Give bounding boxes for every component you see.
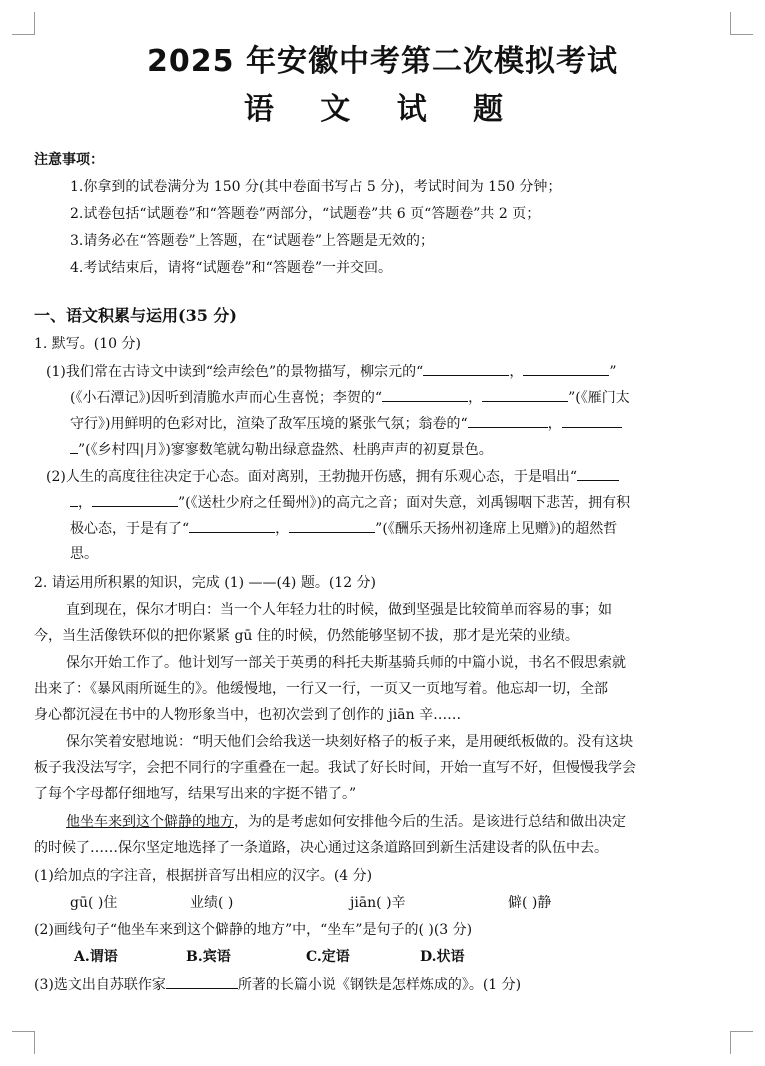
notice-item: 1.你拿到的试卷满分为 150 分(其中卷面书写占 5 分)，考试时间为 150 分钟；: [70, 179, 562, 195]
corner-mark-top-right: [730, 12, 753, 35]
answer-blank[interactable]: [468, 413, 548, 428]
answer-blank[interactable]: [70, 492, 78, 507]
option-c[interactable]: C.定语: [306, 949, 350, 965]
answer-blank[interactable]: [523, 361, 609, 376]
answer-blank[interactable]: [577, 466, 619, 481]
answer-blank[interactable]: [482, 387, 568, 402]
corner-mark-top-left: [12, 12, 35, 35]
answer-blank[interactable]: [289, 518, 375, 533]
question-1-label: 1. 默写。(10 分): [34, 336, 141, 352]
option-d[interactable]: D.状语: [420, 949, 465, 965]
q1-part1-line4: ”(《乡村四|月》)寥寥数笔就勾勒出绿意盎然、杜鹃声声的初夏景色。: [70, 439, 493, 460]
section-heading: 一、语文积累与运用(35 分): [34, 306, 237, 325]
notice-item: 2.试卷包括“试题卷”和“答题卷”两部分，“试题卷”共 6 页“答题卷”共 2 页；: [70, 206, 541, 222]
corner-mark-bottom-left: [12, 1031, 35, 1054]
passage-line: 保尔笑着安慰地说：“明天他们会给我送一块刻好格子的板子来，是用硬纸板做的。没有这块: [66, 734, 634, 750]
exam-title: 2025 年安徽中考第二次模拟考试: [147, 44, 618, 79]
answer-blank[interactable]: [382, 387, 468, 402]
notice-heading: 注意事项：: [34, 152, 104, 168]
sub-question-2: (2)画线句子“他坐车来到这个僻静的地方”中，“坐车”是句子的( )(3 分): [34, 922, 473, 938]
underlined-sentence: 他坐车来到这个僻静的地方: [66, 814, 234, 830]
corner-mark-bottom-right: [730, 1031, 753, 1054]
pinyin-item: 业绩( ): [190, 895, 234, 911]
option-b[interactable]: B.宾语: [186, 949, 231, 965]
passage-line: 了每个字母都仔细地写，结果写出来的字挺不错了。”: [34, 786, 357, 802]
q1-part2-line2: ， ”(《送杜少府之任蜀州》)的高亢之音；面对失意，刘禹锡咽下悲苦，拥有积: [70, 492, 630, 513]
q1-part1-line2: (《小石潭记》)因听到清脆水声而心生喜悦；李贺的“ ， ”(《雁门太: [70, 387, 630, 408]
question-2-label: 2. 请运用所积累的知识，完成 (1) ——(4) 题。(12 分): [34, 575, 377, 591]
exam-subtitle: 语 文 试 题: [243, 92, 522, 127]
answer-blank[interactable]: [166, 974, 238, 989]
option-a[interactable]: A.谓语: [74, 949, 118, 965]
pinyin-item: 僻( )静: [508, 895, 552, 911]
answer-blank[interactable]: [70, 439, 78, 454]
notice-item: 3.请务必在“答题卷”上答题，在“试题卷”上答题是无效的；: [70, 233, 434, 249]
q1-part2-line4: 思。: [70, 546, 98, 562]
answer-blank[interactable]: [92, 492, 178, 507]
pinyin-item: gū( )住: [70, 895, 118, 911]
q1-part1-line1: (1)我们常在古诗文中读到“绘声绘色”的景物描写，柳宗元的“ ， ”: [46, 361, 616, 382]
passage-line: 直到现在，保尔才明白：当一个人年轻力壮的时候，做到坚强是比较简单而容易的事；如: [66, 602, 612, 618]
passage-line: 保尔开始工作了。他计划写一部关于英勇的科托夫斯基骑兵师的中篇小说，书名不假思索就: [66, 655, 626, 671]
answer-blank[interactable]: [562, 413, 622, 428]
passage-line: 的时候了……保尔坚定地选择了一条道路，决心通过这条道路回到新生活建设者的队伍中去。: [34, 840, 608, 856]
q1-part1-line3: 守行》)用鲜明的色彩对比，渲染了敌军压境的紧张气氛；翁卷的“ ，: [70, 413, 622, 434]
pinyin-item: jiān( )辛: [350, 895, 406, 911]
passage-line: 身心都沉浸在书中的人物形象当中，也初次尝到了创作的 jiān 辛……: [34, 707, 462, 723]
q1-part2-line3: 极心态，于是有了“ ， ”(《酬乐天扬州初逢席上见赠》)的超然哲: [70, 518, 617, 539]
answer-blank[interactable]: [189, 518, 275, 533]
passage-line: 他坐车来到这个僻静的地方，为的是考虑如何安排他今后的生活。是该进行总结和做出决定: [66, 814, 626, 830]
answer-blank[interactable]: [423, 361, 509, 376]
sub-question-1: (1)给加点的字注音，根据拼音写出相应的汉字。(4 分): [34, 868, 373, 884]
passage-line: 出来了：《暴风雨所诞生的》。他缓慢地，一行又一行，一页又一页地写着。他忘却一切，全部: [34, 681, 608, 697]
passage-line: 板子我没法写字，会把不同行的字重叠在一起。我试了好长时间，开始一直写不好，但慢慢我学会: [34, 760, 636, 776]
q1-part2-line1: (2)人生的高度往往决定于心态。面对离别，王勃抛开伤感，拥有乐观心态，于是唱出“: [46, 466, 619, 487]
sub-question-3: (3)选文出自苏联作家 所著的长篇小说《钢铁是怎样炼成的》。(1 分): [34, 974, 521, 995]
notice-item: 4.考试结束后，请将“试题卷”和“答题卷”一并交回。: [70, 260, 392, 276]
passage-line: 今，当生活像铁环似的把你紧紧 gū 住的时候，仍然能够坚韧不拔，那才是光荣的业绩。: [34, 628, 579, 644]
